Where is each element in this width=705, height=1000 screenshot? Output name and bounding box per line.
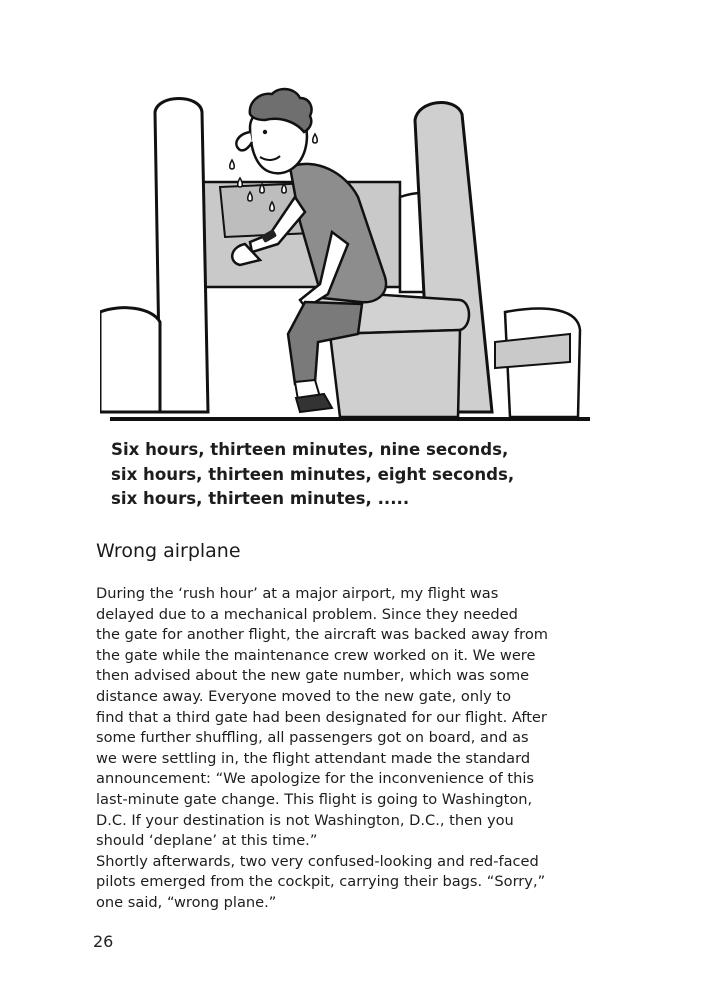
passenger-nose (236, 132, 252, 150)
left-armrest (100, 308, 160, 412)
caption-line: Six hours, thirteen minutes, nine seconds, (111, 440, 509, 459)
body-line: then advised about the new gate number, which was some (96, 667, 530, 685)
passenger-shoe (296, 394, 332, 412)
body-line: some further shuffling, all passengers got on board, and as (96, 729, 529, 747)
body-line: During the ‘rush hour’ at a major airport, my flight was (96, 585, 499, 602)
body-line: announcement: “We apologize for the inconvenience of this (96, 770, 534, 788)
body-line: should ‘deplane’ at this time.” (96, 832, 318, 850)
body-line: the gate while the maintenance crew worked on it. We were (96, 646, 536, 664)
body-line: we were settling in, the flight attendant made the standard (96, 749, 531, 767)
body-line: find that a third gate had been designated for our flight. After (96, 708, 547, 726)
body-line: Shortly afterwards, two very confused-looking and red-faced (96, 852, 539, 870)
cartoon-caption (111, 438, 591, 512)
story-heading: Wrong airplane (96, 540, 241, 562)
caption-line: six hours, thirteen minutes, eight seconds, (111, 464, 515, 484)
body-line: distance away. Everyone moved to the new gate, only to (96, 687, 512, 705)
caption-line: six hours, thirteen minutes, ..... (111, 489, 410, 508)
left-seat-back (155, 99, 208, 413)
body-line: delayed due to a mechanical problem. Since they needed (96, 605, 518, 623)
page-number: 26 (93, 932, 114, 951)
body-line: the gate for another flight, the aircraft was backed away from (96, 626, 549, 644)
body-line: one said, “wrong plane.” (96, 893, 277, 911)
body-line: pilots emerged from the cockpit, carrying their bags. “Sorry,” (96, 873, 546, 891)
body-line: last-minute gate change. This flight is going to Washington, (96, 790, 533, 808)
body-line: D.C. If your destination is not Washington, D.C., then you (96, 811, 514, 829)
passenger-eye (263, 130, 267, 134)
seat-base (330, 330, 460, 417)
story-body (96, 584, 616, 914)
cartoon-nervous-passenger (100, 72, 590, 432)
